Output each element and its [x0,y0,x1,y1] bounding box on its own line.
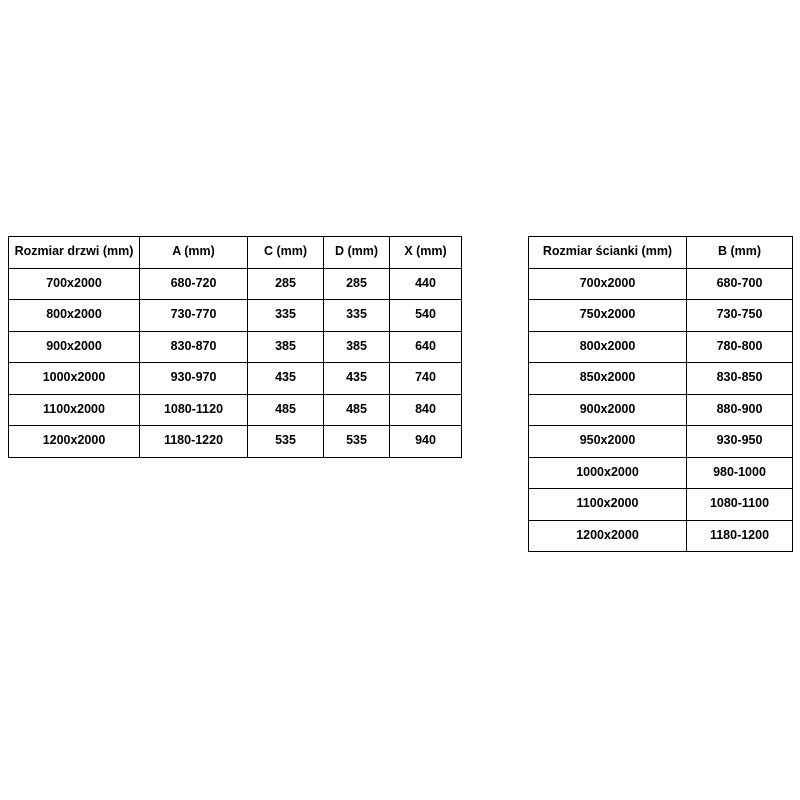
cell-a: 930-970 [140,363,248,395]
table-row [529,520,793,552]
cell-b: 1180-1200 [687,520,793,552]
cell-wall-size: 1100x2000 [529,489,687,521]
cell-wall-size: 950x2000 [529,426,687,458]
cell-c: 285 [248,268,324,300]
cell-wall-size: 900x2000 [529,394,687,426]
cell-c: 485 [248,394,324,426]
table-row [9,300,462,332]
table-row [9,363,462,395]
cell-wall-size: 750x2000 [529,300,687,332]
cell-c: 385 [248,331,324,363]
cell-b: 1080-1100 [687,489,793,521]
cell-a: 830-870 [140,331,248,363]
doors-size-table-container [8,236,462,458]
cell-d: 485 [324,394,390,426]
column-header-c: C (mm) [248,237,324,269]
table-row [529,268,793,300]
table-row [9,268,462,300]
table-row [9,331,462,363]
cell-wall-size: 800x2000 [529,331,687,363]
cell-c: 335 [248,300,324,332]
column-header-a: A (mm) [140,237,248,269]
table-row [529,331,793,363]
table-row [529,394,793,426]
cell-b: 780-800 [687,331,793,363]
doors-size-table [8,236,462,458]
table-row [9,426,462,458]
cell-x: 440 [390,268,462,300]
table-row [9,394,462,426]
cell-wall-size: 700x2000 [529,268,687,300]
cell-wall-size: 850x2000 [529,363,687,395]
cell-x: 640 [390,331,462,363]
cell-door-size: 1100x2000 [9,394,140,426]
cell-a: 730-770 [140,300,248,332]
cell-door-size: 800x2000 [9,300,140,332]
cell-d: 535 [324,426,390,458]
cell-d: 385 [324,331,390,363]
cell-door-size: 1000x2000 [9,363,140,395]
cell-x: 940 [390,426,462,458]
wall-size-table [528,236,793,552]
table-row [529,363,793,395]
table-row [529,489,793,521]
cell-x: 740 [390,363,462,395]
column-header-d: D (mm) [324,237,390,269]
cell-c: 535 [248,426,324,458]
cell-b: 730-750 [687,300,793,332]
cell-b: 880-900 [687,394,793,426]
table-row [529,457,793,489]
cell-b: 830-850 [687,363,793,395]
column-header-b: B (mm) [687,237,793,269]
table-header-row [529,237,793,269]
cell-b: 930-950 [687,426,793,458]
cell-door-size: 700x2000 [9,268,140,300]
table-header-row [9,237,462,269]
wall-size-table-container [528,236,793,552]
cell-b: 980-1000 [687,457,793,489]
cell-b: 680-700 [687,268,793,300]
cell-door-size: 1200x2000 [9,426,140,458]
cell-a: 1080-1120 [140,394,248,426]
cell-wall-size: 1000x2000 [529,457,687,489]
column-header-x: X (mm) [390,237,462,269]
table-row [529,300,793,332]
cell-d: 335 [324,300,390,332]
cell-wall-size: 1200x2000 [529,520,687,552]
table-row [529,426,793,458]
cell-x: 540 [390,300,462,332]
cell-a: 1180-1220 [140,426,248,458]
cell-a: 680-720 [140,268,248,300]
cell-d: 285 [324,268,390,300]
column-header-wall-size: Rozmiar ścianki (mm) [529,237,687,269]
cell-door-size: 900x2000 [9,331,140,363]
cell-x: 840 [390,394,462,426]
cell-d: 435 [324,363,390,395]
column-header-door-size: Rozmiar drzwi (mm) [9,237,140,269]
cell-c: 435 [248,363,324,395]
